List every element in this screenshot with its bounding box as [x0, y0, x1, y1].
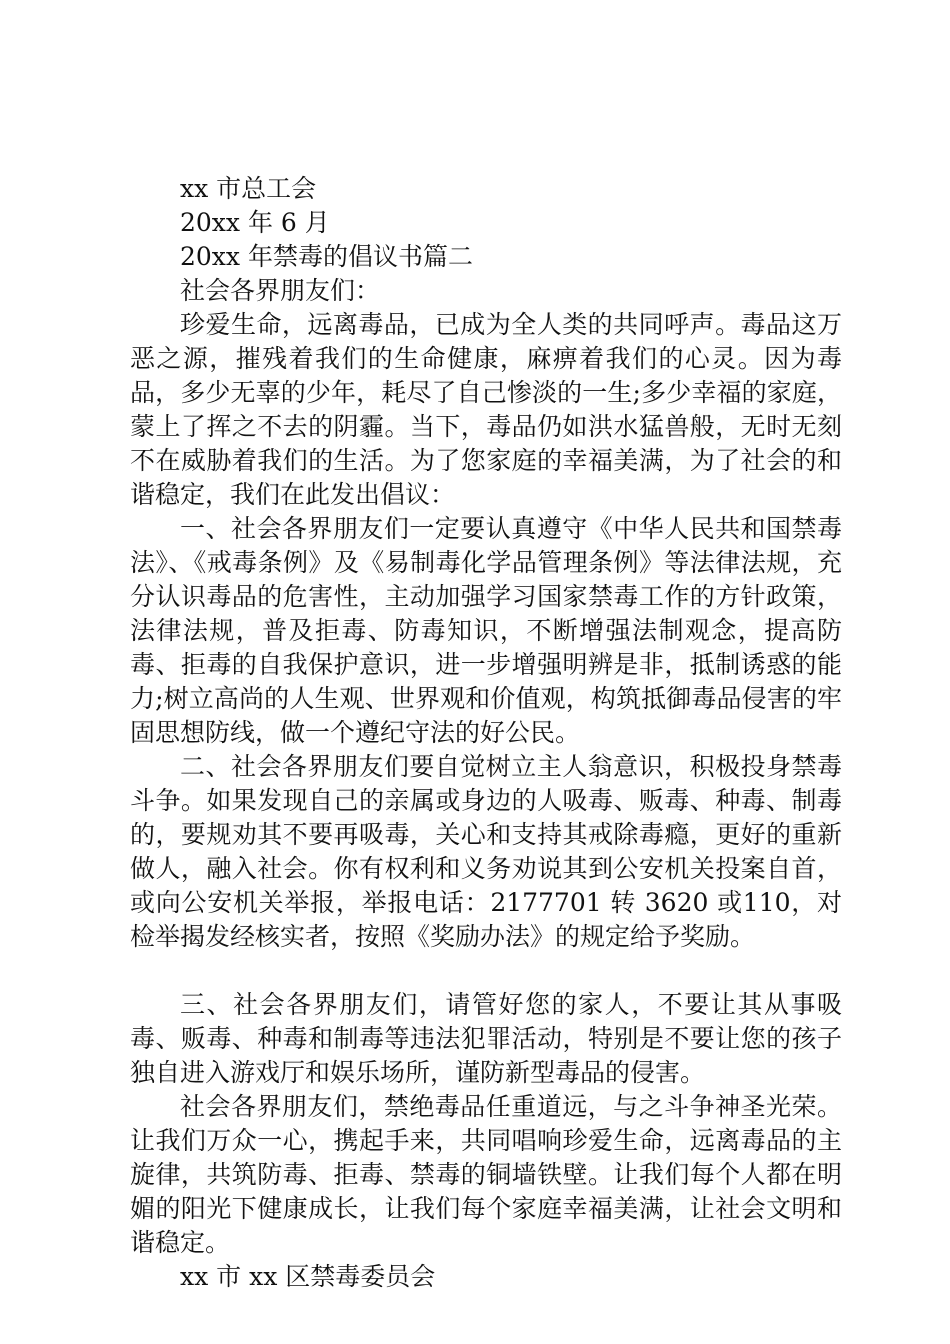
paragraph-spacer	[130, 954, 842, 988]
document-body	[130, 172, 842, 1294]
sender-line: xx 市总工会	[180, 174, 317, 203]
paragraph-point-three: 三、社会各界朋友们，请管好您的家人，不要让其从事吸毒、贩毒、种毒和制毒等违法犯罪活动，特别是不要让您的孩子独自进入游戏厅和娱乐场所，谨防新型毒品的侵害。	[130, 990, 842, 1087]
document-title: 20xx 年禁毒的倡议书篇二	[180, 242, 473, 271]
paragraph-closing: 社会各界朋友们，禁绝毒品任重道远，与之斗争神圣光荣。让我们万众一心，携起手来，共同唱响珍爱生命，远离毒品的主旋律，共筑防毒、拒毒、禁毒的铜墙铁壁。让我们每个人都在明媚的阳光下健康成长，让我们每个家庭幸福美满，让社会文明和谐稳定。	[130, 1092, 842, 1257]
salutation: 社会各界朋友们：	[180, 276, 381, 305]
signature-line: xx 市 xx 区禁毒委员会	[180, 1262, 436, 1291]
paragraph-intro: 珍爱生命，远离毒品，已成为全人类的共同呼声。毒品这万恶之源，摧残着我们的生命健康，麻痹着我们的心灵。因为毒品，多少无辜的少年，耗尽了自己惨淡的一生;多少幸福的家庭，蒙上了挥之不去的阴霾。当下，毒品仍如洪水猛兽般，无时无刻不在威胁着我们的生活。为了您家庭的幸福美满，为了社会的和谐稳定，我们在此发出倡议：	[130, 310, 842, 509]
date-line: 20xx 年 6 月	[180, 208, 330, 237]
paragraph-point-one: 一、社会各界朋友们一定要认真遵守《中华人民共和国禁毒法》、《戒毒条例》及《易制毒化学品管理条例》等法律法规，充分认识毒品的危害性，主动加强学习国家禁毒工作的方针政策，法律法规，普及拒毒、防毒知识，不断增强法制观念，提高防毒、拒毒的自我保护意识，进一步增强明辨是非，抵制诱惑的能力;树立高尚的人生观、世界观和价值观，构筑抵御毒品侵害的牢固思想防线，做一个遵纪守法的好公民。	[130, 514, 842, 747]
paragraph-point-two: 二、社会各界朋友们要自觉树立主人翁意识，积极投身禁毒斗争。如果发现自己的亲属或身边的人吸毒、贩毒、种毒、制毒的，要规劝其不要再吸毒，关心和支持其戒除毒瘾，更好的重新做人，融入社会。你有权利和义务劝说其到公安机关投案自首，或向公安机关举报，举报电话：2177701 转 3620 或110，对检举揭发经核实者，按照《奖励办法》的规定给予奖励。	[130, 752, 842, 951]
